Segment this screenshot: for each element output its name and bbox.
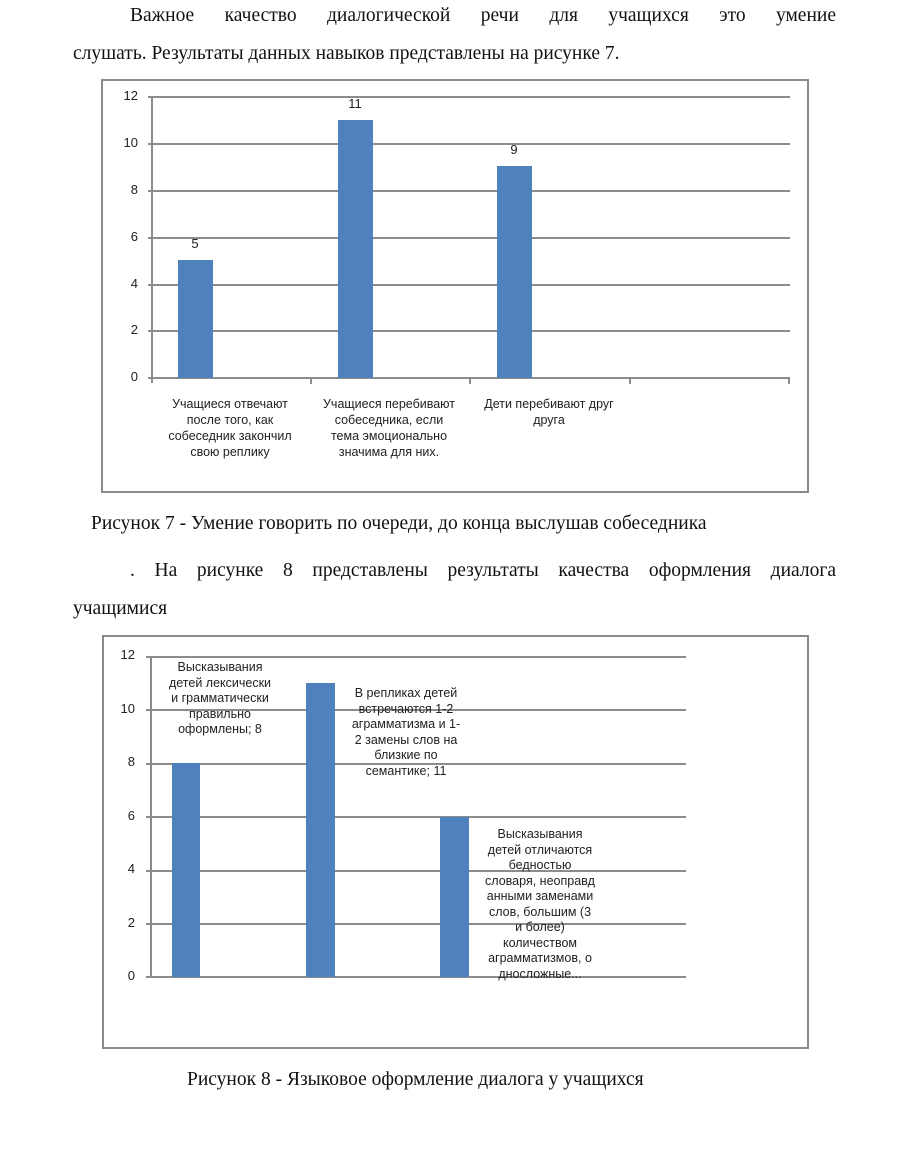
gridline <box>146 656 686 658</box>
data-label-line: словаря, неоправд <box>485 873 595 888</box>
category-label <box>150 396 310 460</box>
y-tick: 2 <box>127 915 135 930</box>
paragraph-1-line-1: Важное качество диалогической речи для учащихся это умение <box>130 5 836 26</box>
category-label <box>309 396 469 460</box>
y-tick: 0 <box>130 369 138 384</box>
bar-interrupt-each-other <box>497 166 532 378</box>
y-tick: 0 <box>127 968 135 983</box>
category-line: после того, как <box>186 413 274 427</box>
data-label: 9 <box>510 142 518 157</box>
y-tick: 8 <box>127 754 135 769</box>
data-label-line: детей лексически <box>168 675 272 690</box>
category-line: собеседник закончил <box>168 429 292 443</box>
data-label-line: Высказывания <box>497 827 583 841</box>
y-axis <box>151 96 153 383</box>
data-label-line: детей отличаются <box>487 842 593 857</box>
gridline <box>148 237 790 239</box>
y-tick: 2 <box>130 322 138 337</box>
figure-7-caption: Рисунок 7 - Умение говорить по очереди, до конца выслушав собеседника <box>91 513 707 534</box>
y-tick: 6 <box>130 229 138 244</box>
category-line: Учащиеся перебивают <box>322 397 456 411</box>
data-label-line: аграмматизмов, о <box>488 951 592 965</box>
data-label-line: дносложные... <box>498 966 582 981</box>
y-tick: 12 <box>123 88 138 103</box>
x-tick <box>469 378 471 384</box>
y-tick: 10 <box>123 135 138 150</box>
data-label-line: В репликах детей <box>354 686 458 700</box>
data-label: 5 <box>191 236 199 251</box>
data-label-line: слов, большим (3 <box>488 904 592 919</box>
bar-poor-vocabulary <box>440 817 469 977</box>
y-tick: 10 <box>120 701 135 716</box>
paragraph-2-line-1: . На рисунке 8 представлены результаты качества оформления диалога <box>130 560 836 581</box>
data-label-line: количеством <box>502 935 578 950</box>
y-tick: 6 <box>127 808 135 823</box>
category-line: значима для них. <box>338 445 440 459</box>
category-line: Дети перебивают друг <box>484 397 614 411</box>
gridline <box>148 143 790 145</box>
y-tick: 12 <box>120 647 135 662</box>
x-tick <box>629 378 631 384</box>
data-label-line: семантике; 11 <box>365 763 447 778</box>
x-tick <box>788 378 790 384</box>
data-label: 11 <box>348 96 362 111</box>
data-label-line: 2 замены слов на <box>354 732 458 747</box>
gridline <box>148 190 790 192</box>
data-label-line: и грамматически <box>171 691 269 705</box>
category-line: друга <box>533 413 565 427</box>
data-label <box>472 827 608 982</box>
bar-interrupts-emotional <box>338 120 373 378</box>
bar-correct-speech <box>172 763 200 977</box>
gridline <box>146 816 686 818</box>
data-label-line: правильно <box>189 706 251 721</box>
paragraph-2-line-2: учащимися <box>73 598 168 619</box>
gridline <box>148 330 790 332</box>
bar-few-errors <box>306 683 335 977</box>
category-line: собеседника, если <box>334 413 444 427</box>
data-label-line: оформлены; 8 <box>178 722 262 736</box>
y-tick: 4 <box>127 861 135 876</box>
category-label <box>469 396 629 428</box>
bar-responds-after <box>178 260 213 378</box>
figure-8-caption: Рисунок 8 - Языковое оформление диалога у учащихся <box>187 1069 644 1090</box>
data-label-line: и более) <box>515 920 565 934</box>
category-line: свою реплику <box>190 445 270 459</box>
y-tick: 4 <box>130 276 138 291</box>
gridline <box>148 284 790 286</box>
paragraph-1-line-2: слушать. Результаты данных навыков представлены на рисунке 7. <box>73 43 620 64</box>
x-tick <box>310 378 312 384</box>
category-line: тема эмоционально <box>330 429 448 443</box>
data-label-line: Высказывания <box>177 660 263 674</box>
data-label-line: анными заменами <box>486 889 594 903</box>
data-label-line: близкие по <box>374 748 438 762</box>
gridline <box>148 96 790 98</box>
category-line: Учащиеся отвечают <box>172 397 288 411</box>
data-label-line: аграмматизма и 1- <box>351 717 461 731</box>
y-tick: 8 <box>130 182 138 197</box>
data-label-line: встречаются 1-2 <box>358 701 454 716</box>
data-label <box>338 686 474 779</box>
data-label <box>152 660 288 738</box>
data-label-line: бедностью <box>508 858 572 872</box>
